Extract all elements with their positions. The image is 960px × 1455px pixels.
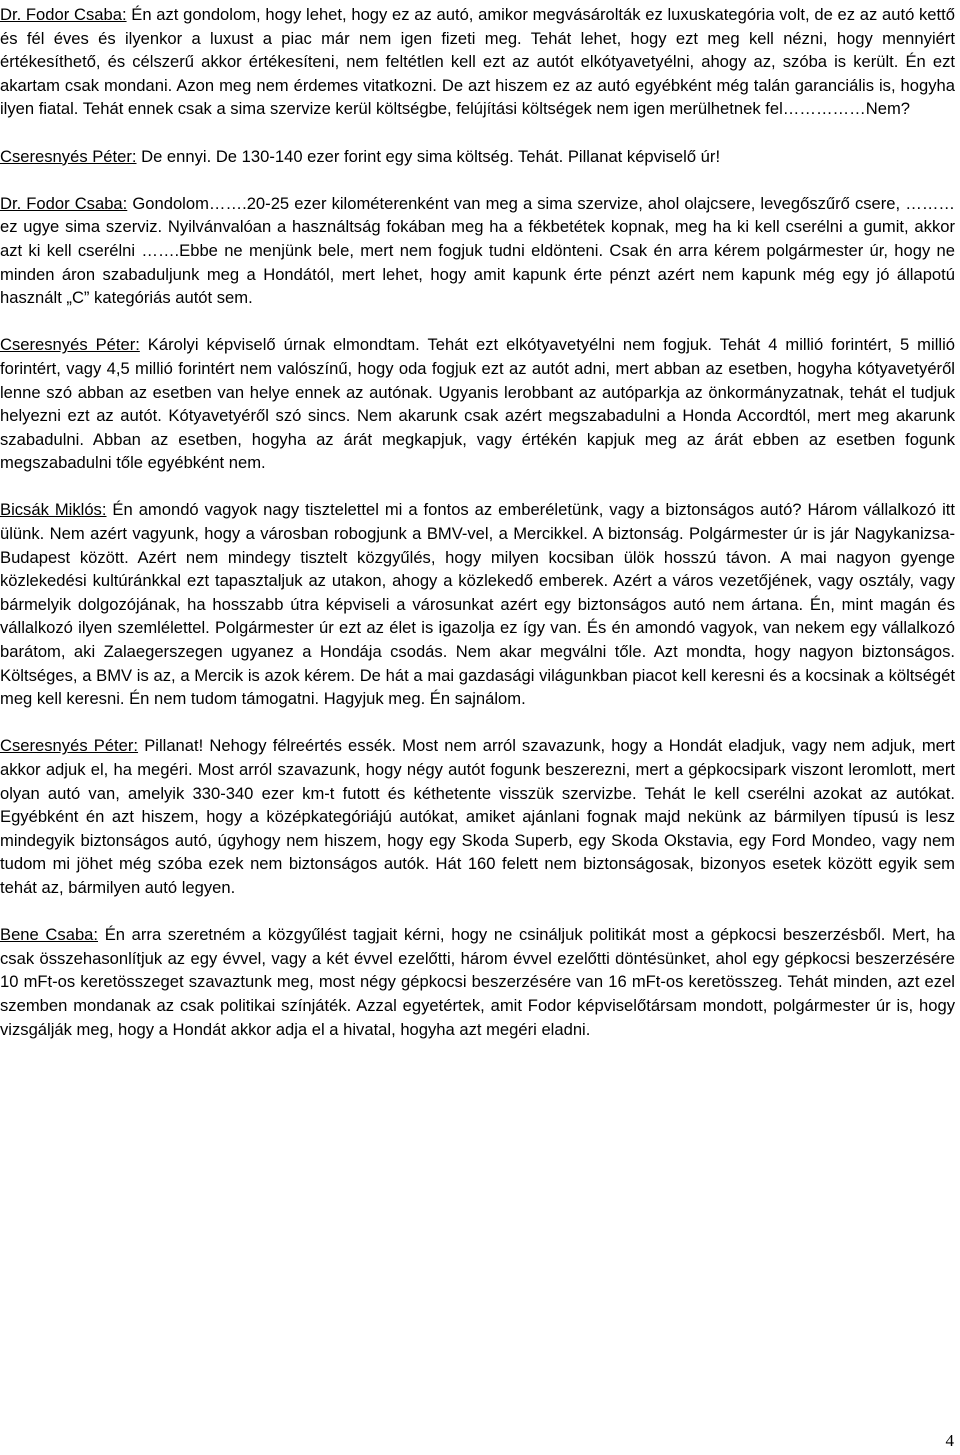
paragraph-1	[0, 3, 955, 121]
paragraph-6	[0, 734, 955, 899]
transcript-page	[0, 3, 955, 1065]
paragraph-2	[0, 145, 955, 169]
paragraph-text: Pillanat! Nehogy félreértés essék. Most nem arról szavazunk, hogy a Hondát eladjuk, vagy nem adjuk, mert akkor adjuk el, ha megéri. Most arról szavazunk, hogy négy autót fogunk beszerezni, mert a gépkocsipark viszont leromlott, mert olyan autó van, amelyik 330-340 ezer km-t futott és kéthetente visszük szervizbe. Tehát le kell cserélni azokat az autókat. Egyébként én azt hiszem, hogy a középkategóriájú autókat, amiket ajánlani fognak majd nekünk az bármilyen típusú is lesz mindegyik biztonságos autó, úgyhogy nem hiszem, hogy egy Skoda Superb, egy Skoda Okstavia, egy Ford Mondeo, vagy nem tudom mi jöhet még szóba ezek nem biztonságos autók. Hát 160 felett nem biztonságosak, bizonyos esetek között egyik sem tehát az, bármilyen autó legyen.	[0, 736, 956, 897]
page-number: 4	[945, 1431, 954, 1450]
paragraph-7	[0, 923, 955, 1041]
paragraph-text: Én arra szeretném a közgyűlést tagjait kérni, hogy ne csináljuk politikát most a gépkocsi beszerzésből. Mert, ha csak összehasonlítjuk az egy évvel, vagy a két évvel ezelőtti, három évvel ezelőtti döntésünket, ahol egy gépkocsi beszerzésére 10 mFt-os keretösszeget szavaztunk meg, most négy gépkocsi beszerzésére van 16 mFt-os keretösszeg. Tehát minden, azt ezel szemben mondanak az csak politikai színjáték. Azzal egyetértek, amit Fodor képviselőtársam mondott, polgármester úr is, hogy vizsgálják meg, hogy a Hondát akkor adja el a hivatal, hogyha azt megéri eladni.	[0, 925, 955, 1039]
speaker-name: Cseresnyés Péter:	[0, 736, 139, 756]
paragraph-text: De ennyi. De 130-140 ezer forint egy sima költség. Tehát. Pillanat képviselő úr!	[136, 146, 721, 166]
paragraph-text: Károlyi képviselő úrnak elmondtam. Tehát ezt elkótyavetyélni nem fogjuk. Tehát 4 millió forintért, 5 millió forintért, vagy 4,5 millió forintért nem valószínű, hogy oda fogjuk ezt az autót adni, mert abban az esetben, hogyha kótyavetyéről lenne szó abban az esetben van helye ennek az autónak. Ugyanis lerobbant az autóparkja az önkormányzatnak, tehát el tudjuk helyezni ezt az autót. Kótyavetyéről szó sincs. Nem akarunk csak azért megszabadulni a Honda Accordtól, mert meg akarunk szabadulni. Abban az esetben, hogyha az árát megkapjuk, vagy értékén kapjuk meg az árát ebben az esetben fogunk megszabadulni tőle egyébként nem.	[0, 335, 955, 473]
speaker-name: Dr. Fodor Csaba:	[0, 193, 128, 213]
paragraph-4	[0, 333, 955, 475]
paragraph-3	[0, 192, 955, 310]
speaker-name: Bicsák Miklós:	[0, 500, 107, 520]
speaker-name: Dr. Fodor Csaba:	[0, 5, 127, 24]
speaker-name: Cseresnyés Péter:	[0, 335, 140, 355]
paragraph-text: Gondolom…….20-25 ezer kilométerenként van meg a sima szervize, ahol olajcsere, levegőszűrő csere, ………ez ugye sima szerviz. Nyilvánvalóan a használtság fokában meg ha a fékbetétek kopnak, meg ha ki kell cserélni a gumit, akkor azt ki kell cserélni …….Ebbe ne menjünk bele, mert nem fogjuk tudni eldönteni. Csak én arra kérem polgármester úr, hogy ne minden áron szabaduljunk meg a Hondától, mert lehet, hogy amit kapunk érte pénzt azért nem kapunk még egy jó állapotú használt „C” kategóriás autót sem.	[0, 193, 956, 308]
speaker-name: Bene Csaba:	[0, 925, 99, 945]
paragraph-text: Én amondó vagyok nagy tisztelettel mi a fontos az emberéletünk, vagy a biztonságos autó? Három vállalkozó itt ülünk. Nem azért vagyunk, hogy a városban robogjunk a BMV-vel, a Mercikkel. A biztonság. Polgármester úr is jár Nagykanizsa-Budapest között. Azért nem mindegy tisztelt közgyűlés, hogy milyen kocsiban ülök hosszú távon. A mai nagyon gyenge közlekedési kultúránkkal ezt tapasztaljuk az utakon, ahogy a közlekedő emberek. Azért a város vezetőjének, vagy osztály, vagy bármelyik dolgozójának, ha hosszabb útra képviseli a városunkat azért egy biztonságos autó nem ártana. Én, mint magán és vállalkozó ilyen szemlélettel. Polgármester úr ezt az élet is igazolja ez így van. És én amondó vagyok, van nekem egy vállalkozó barátom, aki Zalaegerszegen ugyanez a Hondája csodás. Nem akar megválni tőle. Azt mondta, hogy nagyon biztonságos. Költséges, a BMV is az, a Mercik is azok kérem. De hát a mai gazdasági világunkban piacot kell keresni és a kocsinak a költségét meg kell keresni. Én nem tudom támogatni. Hagyjuk meg. Én sajnálom.	[0, 500, 955, 709]
paragraph-text: Én azt gondolom, hogy lehet, hogy ez az autó, amikor megvásárolták ez luxuskategória volt, de ez az autó kettő és fél éves és ilyenkor a luxust a piac már nem igen fizeti meg. Tehát lehet, hogy ezt meg kell nézni, hogy mennyiért értékesíthető, és célszerű akkor értékesíteni, nem feltétlen kell ezt az autót elkótyavetyélni, ahogy az, szóba is került. Én ezt akartam csak mondani. Azon meg nem érdemes vitatkozni. De azt hiszem ez az autó egyébként még talán garanciális is, hogyha ilyen fiatal. Tehát ennek csak a sima szervize kerül költségbe, felújítási költségek nem igen merülhetnek fel……………Nem?	[0, 5, 955, 119]
paragraph-5	[0, 498, 955, 710]
speaker-name: Cseresnyés Péter:	[0, 146, 137, 166]
